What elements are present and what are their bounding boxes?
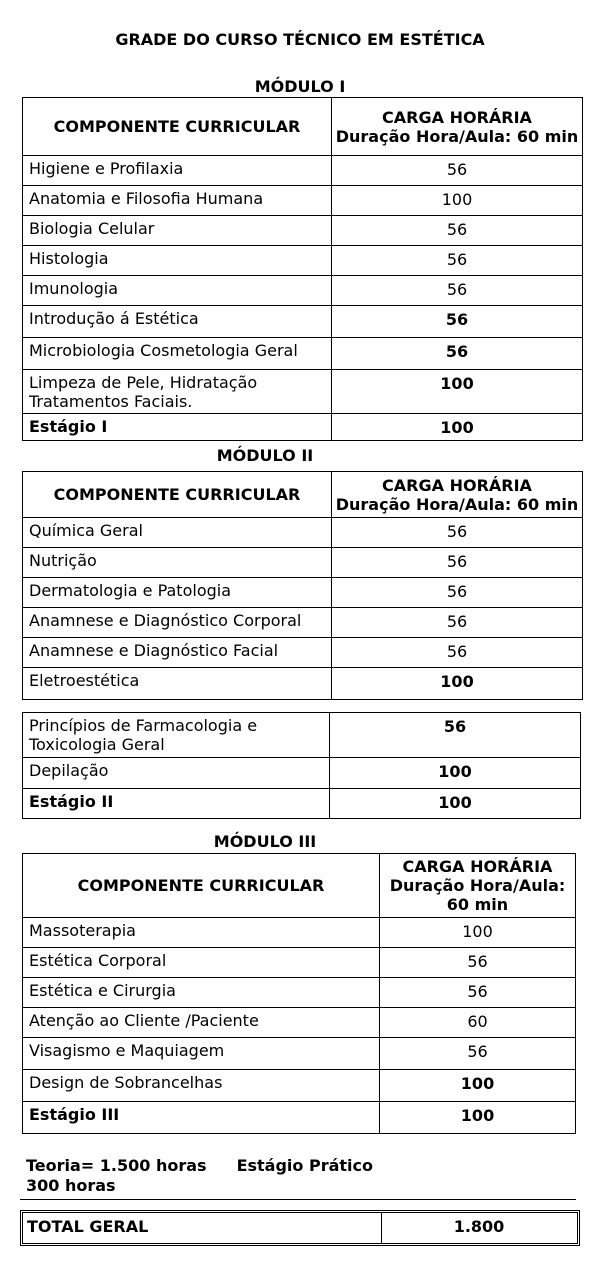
- table-row: [23, 638, 583, 668]
- subject-hours: 100: [330, 789, 581, 819]
- subject-name: Imunologia: [23, 276, 332, 306]
- header-carga: CARGA HORÁRIA Duração Hora/Aula: 60 min: [332, 472, 583, 518]
- table-row: [23, 414, 583, 441]
- subject-name: Visagismo e Maquiagem: [23, 1038, 380, 1070]
- subject-hours: 56: [332, 608, 583, 638]
- module-2-title: MÓDULO II: [216, 446, 314, 465]
- estagio-hours: 300 horas: [26, 1176, 116, 1195]
- subject-name: Microbiologia Cosmetologia Geral: [23, 338, 332, 370]
- hours-summary: [26, 1156, 373, 1196]
- header-carga: CARGA HORÁRIA Duração Hora/Aula: 60 min: [380, 854, 576, 918]
- table-row: [23, 713, 581, 758]
- table-row: [23, 548, 583, 578]
- subject-name: Estética e Cirurgia: [23, 978, 380, 1008]
- subject-name: Nutrição: [23, 548, 332, 578]
- table-row: [23, 306, 583, 338]
- subject-hours: 56: [332, 246, 583, 276]
- table-row: [23, 948, 576, 978]
- table-row: [23, 668, 583, 700]
- subject-hours: 100: [332, 668, 583, 700]
- subject-hours: 56: [332, 578, 583, 608]
- table-row: [23, 918, 576, 948]
- subject-hours: 56: [332, 548, 583, 578]
- subject-name: Dermatologia e Patologia: [23, 578, 332, 608]
- table-row: [23, 246, 583, 276]
- subject-name: Limpeza de Pele, Hidratação Tratamentos Faciais.: [23, 370, 332, 414]
- table-row: [23, 1102, 576, 1134]
- subject-name: Biologia Celular: [23, 216, 332, 246]
- subject-name: Eletroestética: [23, 668, 332, 700]
- subject-hours: 56: [332, 216, 583, 246]
- subject-name: Higiene e Profilaxia: [23, 156, 332, 186]
- table-row: [23, 1038, 576, 1070]
- table-header-row: [23, 98, 583, 156]
- subject-hours: 100: [380, 1070, 576, 1102]
- table-row: [23, 518, 583, 548]
- module-1-table: [22, 97, 583, 441]
- module-2-table-b: [22, 712, 581, 819]
- subject-name: Estética Corporal: [23, 948, 380, 978]
- subject-name: Anamnese e Diagnóstico Corporal: [23, 608, 332, 638]
- teoria-hours: Teoria= 1.500 horas: [26, 1156, 207, 1175]
- table-row: [23, 338, 583, 370]
- table-row: [23, 978, 576, 1008]
- divider: [20, 1199, 576, 1200]
- module-3-title: MÓDULO III: [213, 832, 317, 851]
- header-component: COMPONENTE CURRICULAR: [23, 854, 380, 918]
- subject-hours: 56: [332, 276, 583, 306]
- subject-hours: 56: [332, 306, 583, 338]
- table-row: [23, 758, 581, 789]
- table-row: [23, 276, 583, 306]
- table-row: [23, 216, 583, 246]
- subject-hours: 100: [332, 370, 583, 414]
- module-1-title: MÓDULO I: [254, 77, 346, 96]
- module-2-table-a: [22, 471, 583, 700]
- subject-name: Química Geral: [23, 518, 332, 548]
- estagio-label: Estágio Prático: [236, 1156, 373, 1175]
- subject-name: Introdução á Estética: [23, 306, 332, 338]
- module-3-table: [22, 853, 576, 1134]
- subject-name: Histologia: [23, 246, 332, 276]
- subject-hours: 100: [380, 1102, 576, 1134]
- total-label: TOTAL GERAL: [27, 1217, 149, 1236]
- subject-name: Massoterapia: [23, 918, 380, 948]
- table-row: [23, 186, 583, 216]
- table-row: [23, 1008, 576, 1038]
- table-header-row: [23, 854, 576, 918]
- subject-hours: 100: [332, 414, 583, 441]
- subject-hours: 56: [380, 1038, 576, 1070]
- subject-name: Atenção ao Cliente /Paciente: [23, 1008, 380, 1038]
- page-title: GRADE DO CURSO TÉCNICO EM ESTÉTICA: [115, 30, 485, 49]
- subject-name: Estágio II: [23, 789, 330, 819]
- header-carga: CARGA HORÁRIA Duração Hora/Aula: 60 min: [332, 98, 583, 156]
- total-box: [20, 1210, 580, 1246]
- table-row: [23, 1070, 576, 1102]
- header-component: COMPONENTE CURRICULAR: [23, 472, 332, 518]
- subject-hours: 56: [380, 978, 576, 1008]
- subject-name: Design de Sobrancelhas: [23, 1070, 380, 1102]
- table-row: [23, 578, 583, 608]
- subject-hours: 100: [380, 918, 576, 948]
- subject-name: Estágio III: [23, 1102, 380, 1134]
- table-row: [23, 156, 583, 186]
- subject-hours: 56: [380, 948, 576, 978]
- subject-name: Anamnese e Diagnóstico Facial: [23, 638, 332, 668]
- subject-name: Princípios de Farmacologia e Toxicologia Geral: [23, 713, 330, 758]
- subject-hours: 100: [330, 758, 581, 789]
- subject-hours: 56: [332, 156, 583, 186]
- subject-hours: 56: [332, 518, 583, 548]
- subject-hours: 100: [332, 186, 583, 216]
- subject-hours: 60: [380, 1008, 576, 1038]
- table-header-row: [23, 472, 583, 518]
- table-row: [23, 608, 583, 638]
- subject-name: Depilação: [23, 758, 330, 789]
- table-row: [23, 370, 583, 414]
- subject-hours: 56: [332, 638, 583, 668]
- table-row: [23, 789, 581, 819]
- subject-name: Estágio I: [23, 414, 332, 441]
- header-component: COMPONENTE CURRICULAR: [23, 98, 332, 156]
- subject-hours: 56: [330, 713, 581, 758]
- total-value: 1.800: [453, 1217, 505, 1236]
- subject-hours: 56: [332, 338, 583, 370]
- subject-name: Anatomia e Filosofia Humana: [23, 186, 332, 216]
